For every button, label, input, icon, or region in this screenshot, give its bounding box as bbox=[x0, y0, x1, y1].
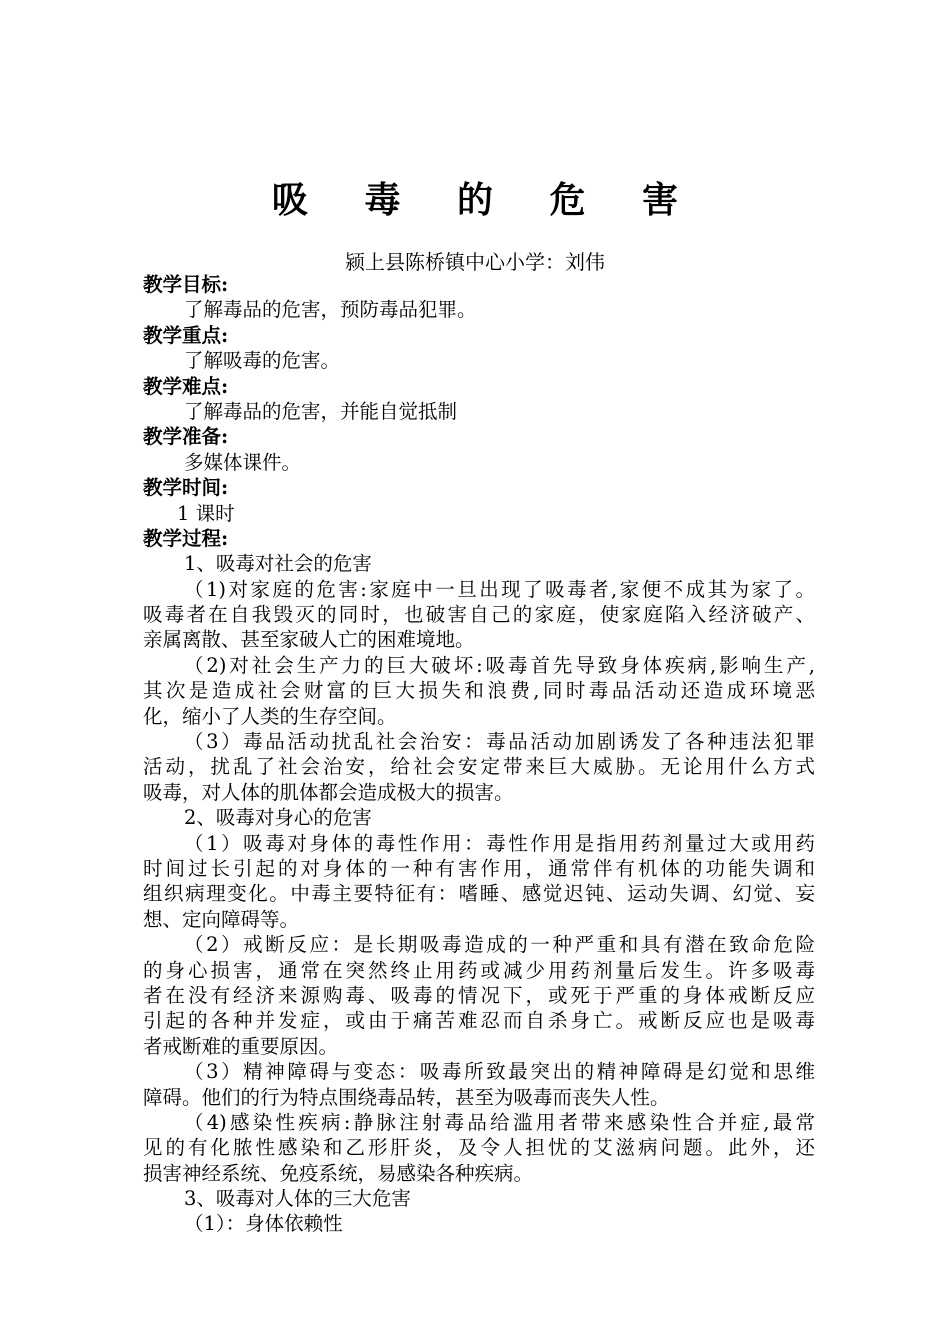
paragraph-line: （4)感染性疾病:静脉注射毒品给滥用者带来感染性合并症,最常 bbox=[184, 1110, 815, 1134]
key-text: 了解吸毒的危害。 bbox=[184, 349, 341, 373]
paragraph-line: 引起的各种并发症，或由于痛苦难忍而自杀身亡。戒断反应也是吸毒 bbox=[143, 1009, 815, 1033]
paragraph-line: 活动，扰乱了社会治安，给社会安定带来巨大威胁。无论用什么方式 bbox=[143, 755, 815, 779]
paragraph-line: 的身心损害，通常在突然终止用药或减少用药剂量后发生。许多吸毒 bbox=[143, 958, 815, 982]
paragraph-line: （1)对家庭的危害:家庭中一旦出现了吸毒者,家便不成其为家了。 bbox=[184, 577, 815, 601]
paragraph-line: 吸毒者在自我毁灭的同时，也破害自己的家庭，使家庭陷入经济破产、 bbox=[143, 603, 815, 627]
paragraph-line: 想、定向障碍等。 bbox=[143, 907, 300, 931]
paragraph-line: 者戒断难的重要原因。 bbox=[143, 1034, 339, 1058]
author-line: 颍上县陈桥镇中心小学：刘伟 bbox=[345, 250, 605, 274]
key-label: 教学重点: bbox=[143, 323, 229, 347]
prep-text: 多媒体课件。 bbox=[184, 450, 302, 474]
paragraph-line: （2）戒断反应：是长期吸毒造成的一种严重和具有潜在致命危险 bbox=[184, 933, 815, 957]
paragraph-line: （2)对社会生产力的巨大破坏:吸毒首先导致身体疾病,影响生产, bbox=[184, 653, 815, 677]
paragraph-line: 吸毒，对人体的肌体都会造成极大的损害。 bbox=[143, 780, 514, 804]
paragraph-line: 化，缩小了人类的生存空间。 bbox=[143, 704, 397, 728]
paragraph-line: 其次是造成社会财富的巨大损失和浪费,同时毒品活动还造成环境恶 bbox=[143, 679, 815, 703]
difficult-label: 教学难点: bbox=[143, 374, 229, 398]
paragraph-line: （1）吸毒对身体的毒性作用：毒性作用是指用药剂量过大或用药 bbox=[184, 831, 815, 855]
goal-label: 教学目标: bbox=[143, 273, 229, 296]
section-heading-3: 3、吸毒对人体的三大危害 bbox=[184, 1187, 411, 1211]
paragraph-line: （1）：身体依赖性 bbox=[184, 1212, 343, 1236]
prep-label: 教学准备: bbox=[143, 425, 229, 449]
time-label: 教学时间: bbox=[143, 476, 229, 500]
paragraph-line: 见的有化脓性感染和乙形肝炎，及令人担忧的艾滋病问题。此外，还 bbox=[143, 1136, 815, 1160]
page-title: 吸 毒 的 危 害 bbox=[271, 180, 701, 221]
difficult-text: 了解毒品的危害，并能自觉抵制 bbox=[184, 399, 458, 423]
paragraph-line: 组织病理变化。中毒主要特征有：嗜睡、感觉迟钝、运动失调、幻觉、妄 bbox=[143, 882, 815, 906]
process-label: 教学过程: bbox=[143, 526, 229, 550]
document-body bbox=[143, 272, 815, 1237]
paragraph-line: 障碍。他们的行为特点围绕毒品转，甚至为吸毒而丧失人性。 bbox=[143, 1085, 670, 1109]
section-heading-2: 2、吸毒对身心的危害 bbox=[184, 806, 372, 830]
paragraph-line: （3）精神障碍与变态：吸毒所致最突出的精神障碍是幻觉和思维 bbox=[184, 1060, 815, 1084]
goal-text: 了解毒品的危害，预防毒品犯罪。 bbox=[184, 298, 477, 322]
time-text: 1 课时 bbox=[177, 501, 235, 525]
paragraph-line: 时间过长引起的对身体的一种有害作用，通常伴有机体的功能失调和 bbox=[143, 856, 815, 880]
paragraph-line: （3）毒品活动扰乱社会治安：毒品活动加剧诱发了各种违法犯罪 bbox=[184, 730, 815, 754]
section-heading-1: 1、吸毒对社会的危害 bbox=[184, 552, 372, 576]
paragraph-line: 损害神经系统、免疫系统，易感染各种疾病。 bbox=[143, 1161, 534, 1185]
paragraph-line: 亲属离散、甚至家破人亡的困难境地。 bbox=[143, 628, 475, 652]
paragraph-line: 者在没有经济来源购毒、吸毒的情况下，或死于严重的身体戒断反应 bbox=[143, 983, 815, 1007]
